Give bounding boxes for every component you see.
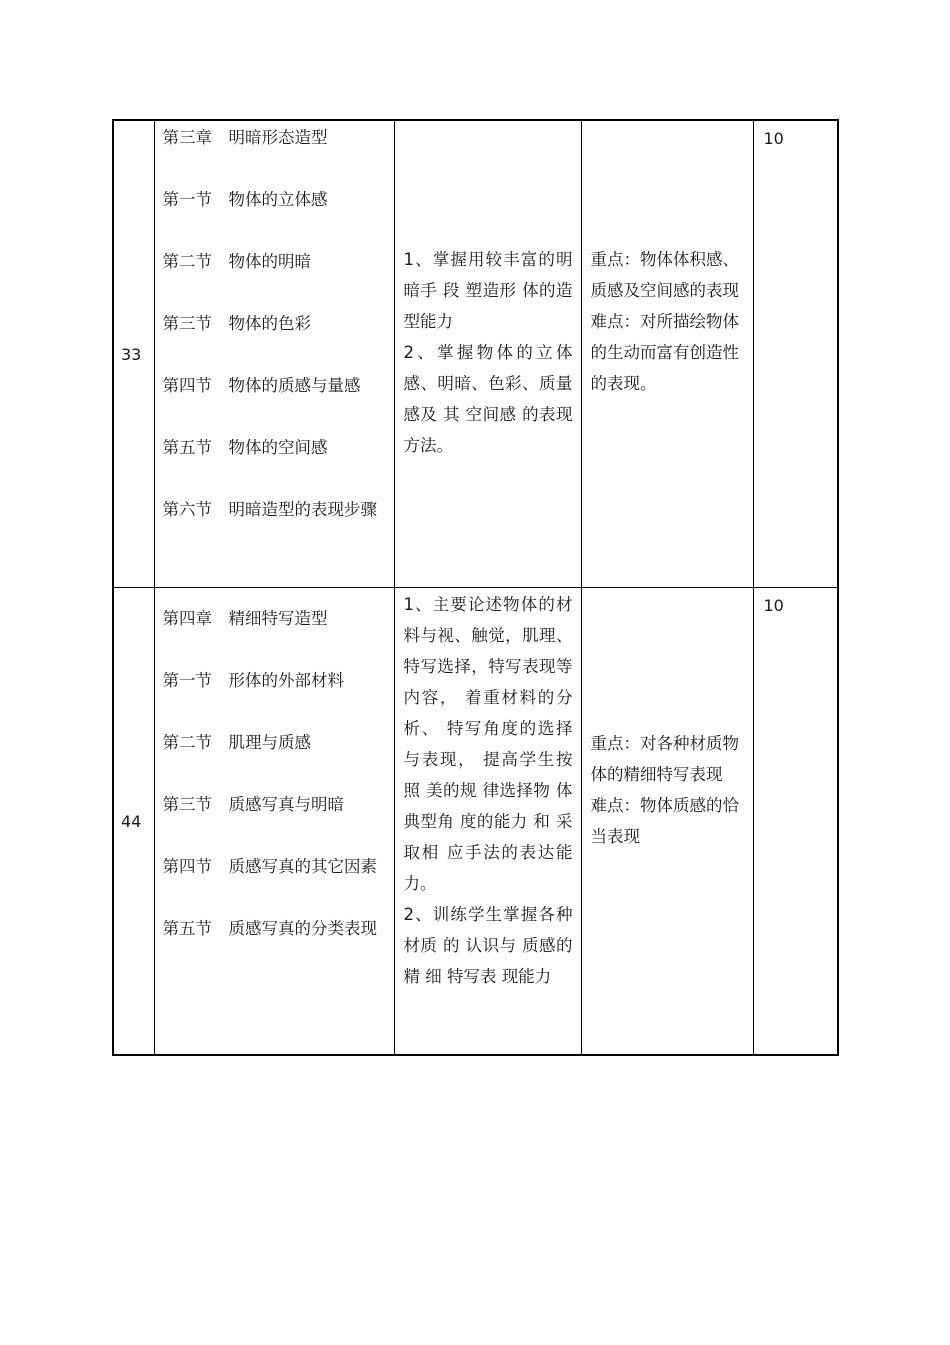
section-line: 第二节 肌理与质感	[162, 733, 311, 752]
key-point: 重点：对各种材质物体的精细特写表现	[590, 734, 739, 784]
section-line: 第三节 质感写真与明暗	[162, 795, 344, 814]
section-line: 第五节 物体的空间感	[162, 438, 328, 457]
row-number: 33	[121, 344, 142, 364]
hours-cell	[753, 588, 838, 1056]
objectives-cell	[394, 120, 581, 588]
chapter-title: 第四章 精细特写造型	[162, 609, 328, 628]
objective-item: 2、掌握物体的立体感、明暗、色彩、质量感及 其 空间感 的表现方法。	[403, 343, 573, 455]
chapter-title: 第三章 明暗形态造型	[162, 128, 328, 147]
section-line: 第一节 形体的外部材料	[162, 671, 344, 690]
difficult-point: 难点：物体质感的恰当表现	[590, 796, 739, 846]
objective-item: 1、掌握用较丰富的明暗手 段 塑造形 体的造型能力	[403, 250, 573, 331]
objective-item: 2、训练学生掌握各种材质 的 认识与 质感的精 细 特写表 现能力	[403, 905, 573, 986]
section-line: 第二节 物体的明暗	[162, 252, 311, 271]
chapter-cell	[154, 588, 394, 1056]
section-line: 第四节 质感写真的其它因素	[162, 857, 377, 876]
hours-value: 10	[763, 129, 784, 148]
difficult-point: 难点：对所描绘物体的生动而富有创造性的表现。	[590, 312, 739, 393]
section-line: 第三节 物体的色彩	[162, 314, 311, 333]
syllabus-table	[112, 119, 839, 1056]
key-points-cell	[581, 588, 753, 1056]
key-point: 重点：物体体积感、质感及空间感的表现	[590, 250, 739, 300]
key-points-cell	[581, 120, 753, 588]
section-line: 第五节 质感写真的分类表现	[162, 919, 377, 938]
objective-item: 1、主要论述物体的材料与视、触觉，肌理、特写选择，特写表现等内容， 着重材料的分析、 特写角度的选择与表现， 提高学生按 照 美的规 律选择物 体 典型角 度的能力 和 采取相 应手法的表达能力。	[403, 595, 573, 893]
row-number-cell	[113, 588, 154, 1056]
hours-value: 10	[763, 596, 784, 615]
section-line: 第六节 明暗造型的表现步骤	[162, 500, 377, 519]
section-line: 第一节 物体的立体感	[162, 190, 328, 209]
section-line: 第四节 物体的质感与量感	[162, 376, 361, 395]
row-number-cell	[113, 120, 154, 588]
objectives-cell	[394, 588, 581, 1056]
hours-cell	[753, 120, 838, 588]
chapter-cell	[154, 120, 394, 588]
table-row	[113, 120, 838, 588]
table-row	[113, 588, 838, 1056]
row-number: 44	[121, 811, 142, 831]
